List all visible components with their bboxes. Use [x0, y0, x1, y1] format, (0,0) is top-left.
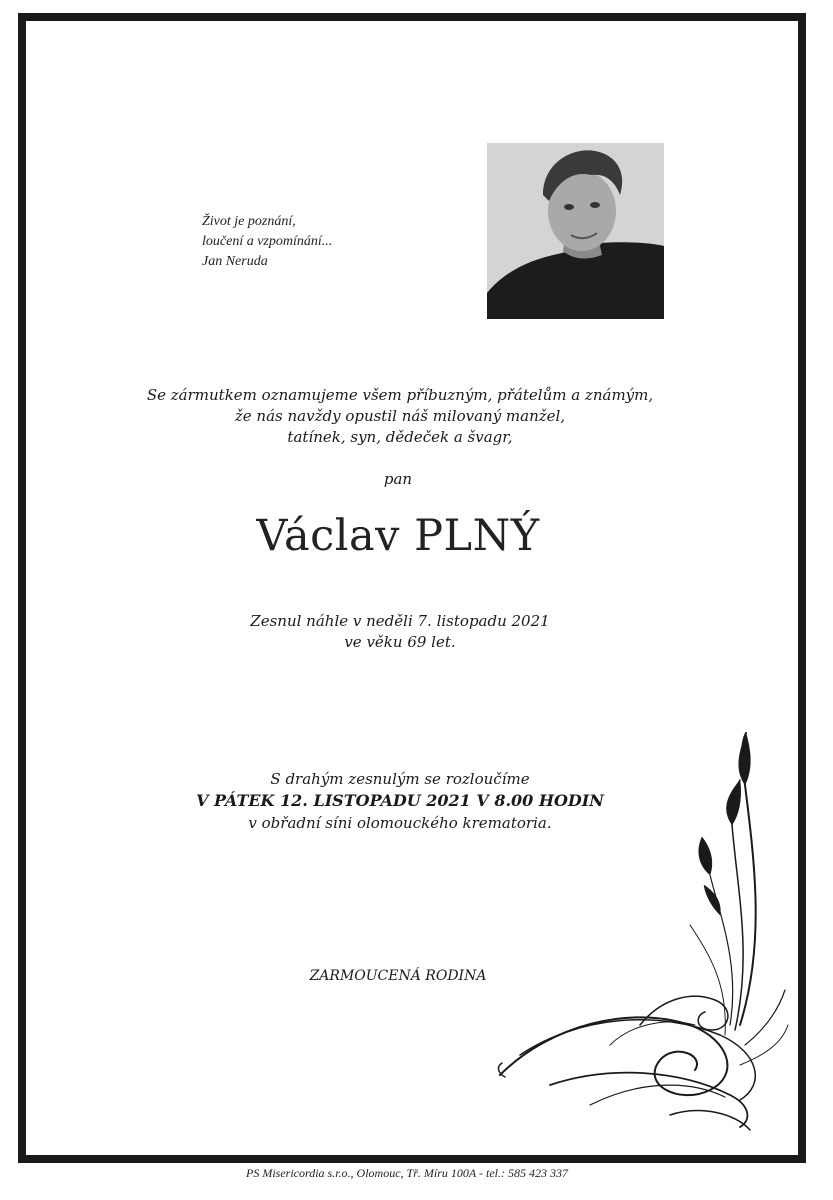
floral-ornament-icon	[490, 725, 790, 1145]
death-date-line: Zesnul náhle v neděli 7. listopadu 2021	[250, 612, 550, 630]
announcement-text	[100, 385, 700, 448]
deceased-name: Václav PLNÝ	[256, 511, 540, 561]
signature: ZARMOUCENÁ RODINA	[309, 968, 487, 984]
farewell-line-1: S drahým zesnulým se rozloučíme	[270, 770, 530, 788]
quote-line-1: Život je poznání,	[202, 214, 296, 229]
announcement-line-1: Se zármutkem oznamujeme všem příbuzným, přátelům a známým,	[146, 386, 654, 404]
quote-block	[202, 212, 332, 272]
death-info	[100, 611, 700, 653]
quote-line-2: loučení a vzpomínání...	[202, 234, 333, 249]
portrait-photo	[487, 143, 664, 319]
quote-author: Jan Neruda	[202, 254, 268, 269]
farewell-place: v obřadní síni olomouckého krematoria.	[248, 814, 552, 832]
age-line: ve věku 69 let.	[344, 633, 456, 651]
announcement-line-3: tatínek, syn, dědeček a švagr,	[287, 428, 513, 446]
announcement-line-2: že nás navždy opustil náš milovaný manžel,	[234, 407, 566, 425]
portrait-image	[487, 143, 664, 319]
salutation: pan	[383, 470, 413, 488]
farewell-date-time: V PÁTEK 12. LISTOPADU 2021 V 8.00 HODIN	[196, 791, 604, 810]
footer-imprint: PS Misericordia s.r.o., Olomouc, Tř. Míru 100A - tel.: 585 423 337	[246, 1166, 568, 1180]
